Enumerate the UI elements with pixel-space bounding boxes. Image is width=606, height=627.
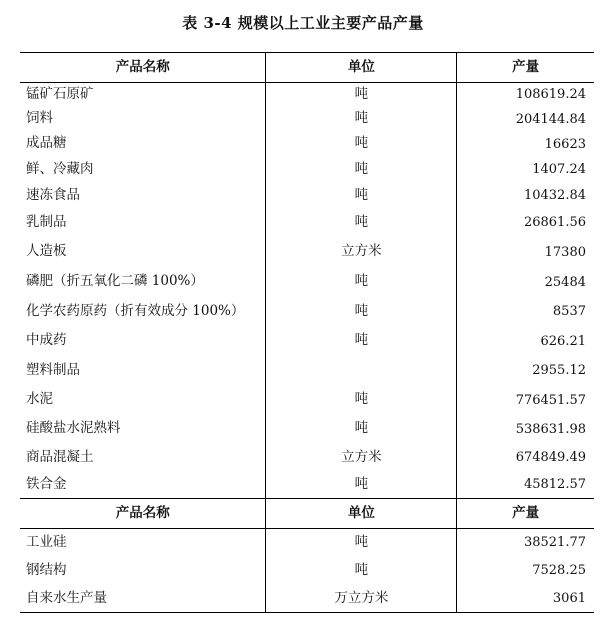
product-output: 10432.84 — [523, 188, 586, 203]
product-name: 人造板 — [26, 243, 67, 260]
product-output: 7528.25 — [532, 563, 586, 578]
header-output: 产量 — [512, 504, 540, 521]
table-row — [20, 157, 594, 183]
table-row — [20, 327, 594, 356]
table-row — [20, 529, 594, 557]
product-unit: 吨 — [266, 472, 457, 499]
product-output: 16623 — [544, 136, 586, 152]
table-row — [20, 83, 594, 107]
product-name: 自来水生产量 — [26, 589, 107, 606]
header-unit: 单位 — [266, 53, 457, 83]
product-unit: 吨 — [266, 132, 457, 157]
product-name: 铁合金 — [26, 476, 67, 492]
product-name: 商品混凝土 — [26, 448, 94, 465]
product-name: 成品糖 — [26, 135, 67, 152]
table-row — [20, 183, 594, 209]
table-row — [20, 585, 594, 613]
product-name: 硅酸盐水泥熟料 — [26, 420, 121, 437]
table-row — [20, 472, 594, 499]
table-row — [20, 132, 594, 157]
product-output: 1407.24 — [532, 162, 586, 177]
header-unit: 单位 — [266, 499, 457, 529]
product-unit: 万立方米 — [266, 585, 457, 613]
product-output: 38521.77 — [523, 535, 586, 551]
table-row — [20, 557, 594, 585]
table-row — [20, 444, 594, 472]
table-row — [20, 268, 594, 297]
product-name: 钢结构 — [26, 561, 67, 578]
header-row-1 — [20, 53, 594, 83]
product-unit: 吨 — [266, 386, 457, 415]
product-output: 25484 — [544, 274, 586, 290]
table-row — [20, 356, 594, 386]
product-unit: 吨 — [266, 209, 457, 237]
header-row-2 — [20, 499, 594, 529]
product-unit: 吨 — [266, 327, 457, 356]
table-row — [20, 107, 594, 132]
product-unit: 吨 — [266, 268, 457, 297]
product-name: 锰矿石原矿 — [26, 86, 94, 102]
product-unit: 吨 — [266, 157, 457, 183]
product-name: 化学农药原药（折有效成分 100%） — [26, 302, 245, 319]
product-unit: 立方米 — [266, 237, 457, 268]
product-unit: 吨 — [266, 83, 457, 107]
product-name: 中成药 — [26, 332, 67, 349]
header-output: 产量 — [512, 58, 540, 75]
product-name: 水泥 — [26, 391, 53, 408]
table-row — [20, 209, 594, 237]
table-row — [20, 237, 594, 268]
product-output: 26861.56 — [523, 215, 586, 230]
product-output: 17380 — [544, 244, 586, 260]
product-name: 乳制品 — [26, 213, 67, 230]
table-row — [20, 297, 594, 327]
product-output: 776451.57 — [515, 392, 586, 408]
product-output: 108619.24 — [515, 87, 586, 103]
product-unit: 吨 — [266, 557, 457, 585]
product-output: 626.21 — [540, 333, 586, 349]
product-name: 塑料制品 — [26, 361, 80, 378]
product-output: 204144.84 — [515, 111, 586, 127]
product-output: 538631.98 — [515, 421, 586, 437]
table-row — [20, 386, 594, 415]
product-unit: 吨 — [266, 529, 457, 557]
product-name: 鲜、冷藏肉 — [26, 160, 94, 177]
product-output: 674849.49 — [515, 450, 586, 465]
product-output: 2955.12 — [532, 363, 586, 378]
product-output: 45812.57 — [523, 477, 586, 493]
table-title: 表 3-4 规模以上工业主要产品产量 — [182, 14, 424, 32]
product-name: 饲料 — [26, 110, 53, 127]
product-unit: 吨 — [266, 415, 457, 444]
product-unit — [266, 356, 457, 386]
product-unit: 吨 — [266, 107, 457, 132]
header-name: 产品名称 — [115, 504, 170, 521]
header-name: 产品名称 — [115, 58, 170, 75]
production-table — [20, 52, 594, 613]
product-unit: 吨 — [266, 183, 457, 209]
product-unit: 吨 — [266, 297, 457, 327]
product-unit: 立方米 — [266, 444, 457, 472]
product-name: 速冻食品 — [26, 186, 80, 203]
product-output: 8537 — [552, 304, 586, 319]
product-name: 工业硅 — [26, 534, 67, 550]
product-name: 磷肥（折五氧化二磷 100%） — [26, 273, 204, 290]
table-row — [20, 415, 594, 444]
product-output: 3061 — [552, 590, 586, 606]
